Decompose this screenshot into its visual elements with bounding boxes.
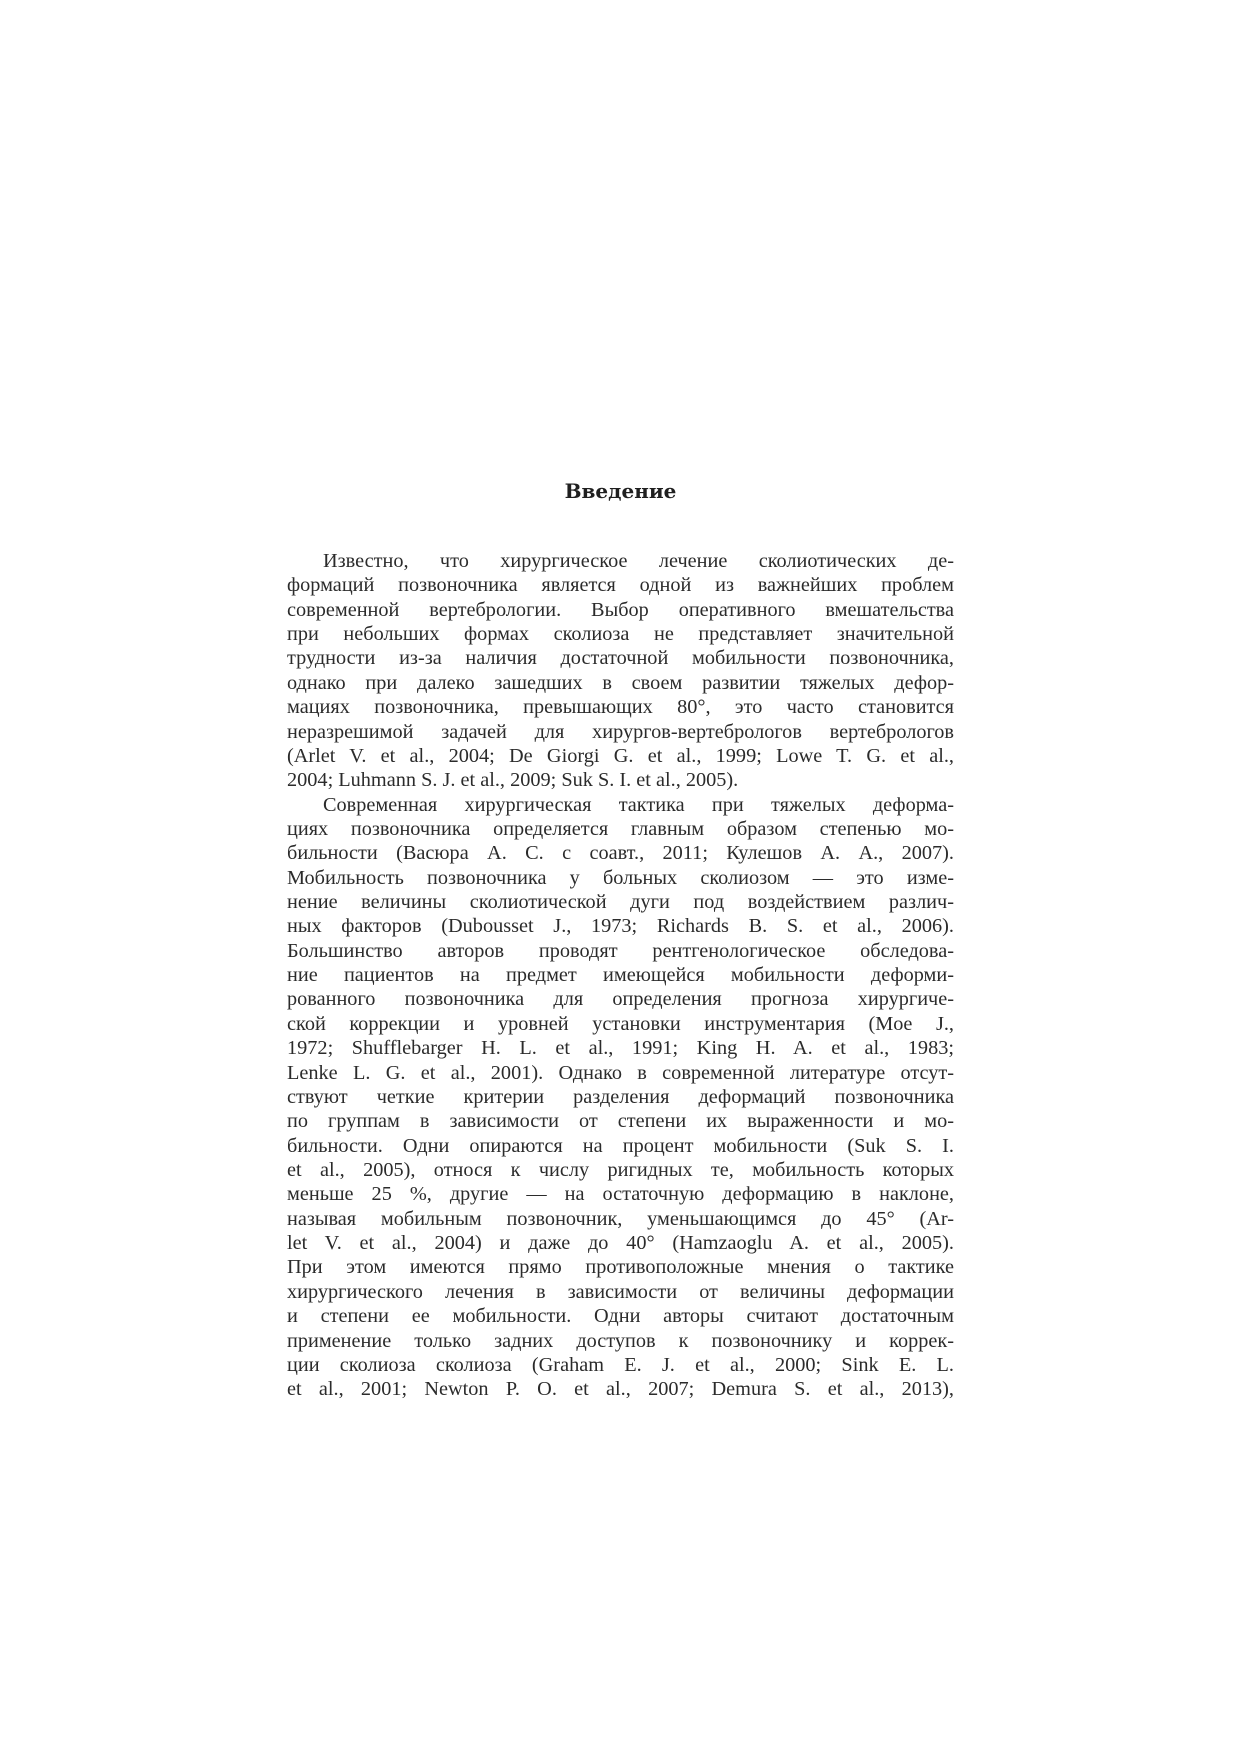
text-line: неразрешимой задачей для хирургов-вертебрологов вертебрологов [287, 720, 954, 743]
text-line: et al., 2005), относя к числу ригидных те, мобильность которых [287, 1158, 954, 1181]
text-line: называя мобильным позвоночник, уменьшающимся до 45° (Ar- [287, 1207, 954, 1230]
text-line: 2004; Luhmann S. J. et al., 2009; Suk S. I. et al., 2005). [287, 769, 739, 792]
text-line: let V. et al., 2004) и даже до 40° (Hamzaoglu A. et al., 2005). [287, 1232, 954, 1255]
text-line: мациях позвоночника, превышающих 80°, это часто становится [287, 696, 954, 719]
text-line: (Arlet V. et al., 2004; De Giorgi G. et al., 1999; Lowe T. G. et al., [287, 744, 954, 767]
text-line: et al., 2001; Newton P. O. et al., 2007; Demura S. et al., 2013), [287, 1378, 954, 1401]
text-line: современной вертебрологии. Выбор оперативного вмешательства [287, 598, 954, 621]
body-text [287, 549, 954, 1402]
text-line: рованного позвоночника для определения прогноза хирургиче- [287, 988, 954, 1011]
text-line: ции сколиоза сколиоза (Graham E. J. et al., 2000; Sink E. L. [287, 1353, 954, 1376]
text-line: 1972; Shufflebarger H. L. et al., 1991; King H. A. et al., 1983; [287, 1037, 954, 1060]
text-line: применение только задних доступов к позвоночнику и коррек- [287, 1329, 954, 1352]
text-line: Современная хирургическая тактика при тяжелых деформа- [323, 793, 954, 816]
text-line: однако при далеко зашедших в своем развитии тяжелых дефор- [287, 671, 954, 694]
paragraph [287, 793, 954, 1402]
text-line: ской коррекции и уровней установки инструментария (Moe J., [287, 1012, 954, 1035]
text-line: хирургического лечения в зависимости от величины деформации [287, 1280, 954, 1303]
text-line: циях позвоночника определяется главным образом степенью мо- [287, 817, 954, 840]
text-line: нение величины сколиотической дуги под воздействием различ- [287, 891, 954, 914]
paragraph [287, 549, 954, 793]
text-line: При этом имеются прямо противоположные мнения о тактике [287, 1256, 954, 1279]
text-line: Большинство авторов проводят рентгенологическое обследова- [287, 939, 954, 962]
text-line: Мобильность позвоночника у больных сколиозом — это изме- [287, 866, 954, 889]
text-line: по группам в зависимости от степени их выраженности и мо- [287, 1110, 954, 1133]
text-line: трудности из-за наличия достаточной мобильности позвоночника, [287, 647, 954, 670]
text-line: ние пациентов на предмет имеющейся мобильности деформи- [287, 964, 954, 987]
text-line: ствуют четкие критерии разделения деформаций позвоночника [287, 1085, 954, 1108]
text-line: бильности. Одни опираются на процент мобильности (Suk S. I. [287, 1134, 954, 1157]
text-line: бильности (Васюра А. С. с соавт., 2011; Кулешов А. А., 2007). [287, 842, 954, 865]
text-line: меньше 25 %, другие — на остаточную деформацию в наклоне, [287, 1183, 954, 1206]
text-line: при небольших формах сколиоза не представляет значительной [287, 623, 954, 646]
text-line: и степени ее мобильности. Одни авторы считают достаточным [287, 1305, 954, 1328]
text-line: Lenke L. G. et al., 2001). Однако в современной литературе отсут- [287, 1061, 954, 1084]
text-line: Известно, что хирургическое лечение сколиотических де- [323, 550, 954, 572]
chapter-title: Введение [564, 479, 677, 503]
text-line: ных факторов (Dubousset J., 1973; Richards B. S. et al., 2006). [287, 915, 954, 938]
text-line: формаций позвоночника является одной из важнейших проблем [287, 574, 954, 597]
